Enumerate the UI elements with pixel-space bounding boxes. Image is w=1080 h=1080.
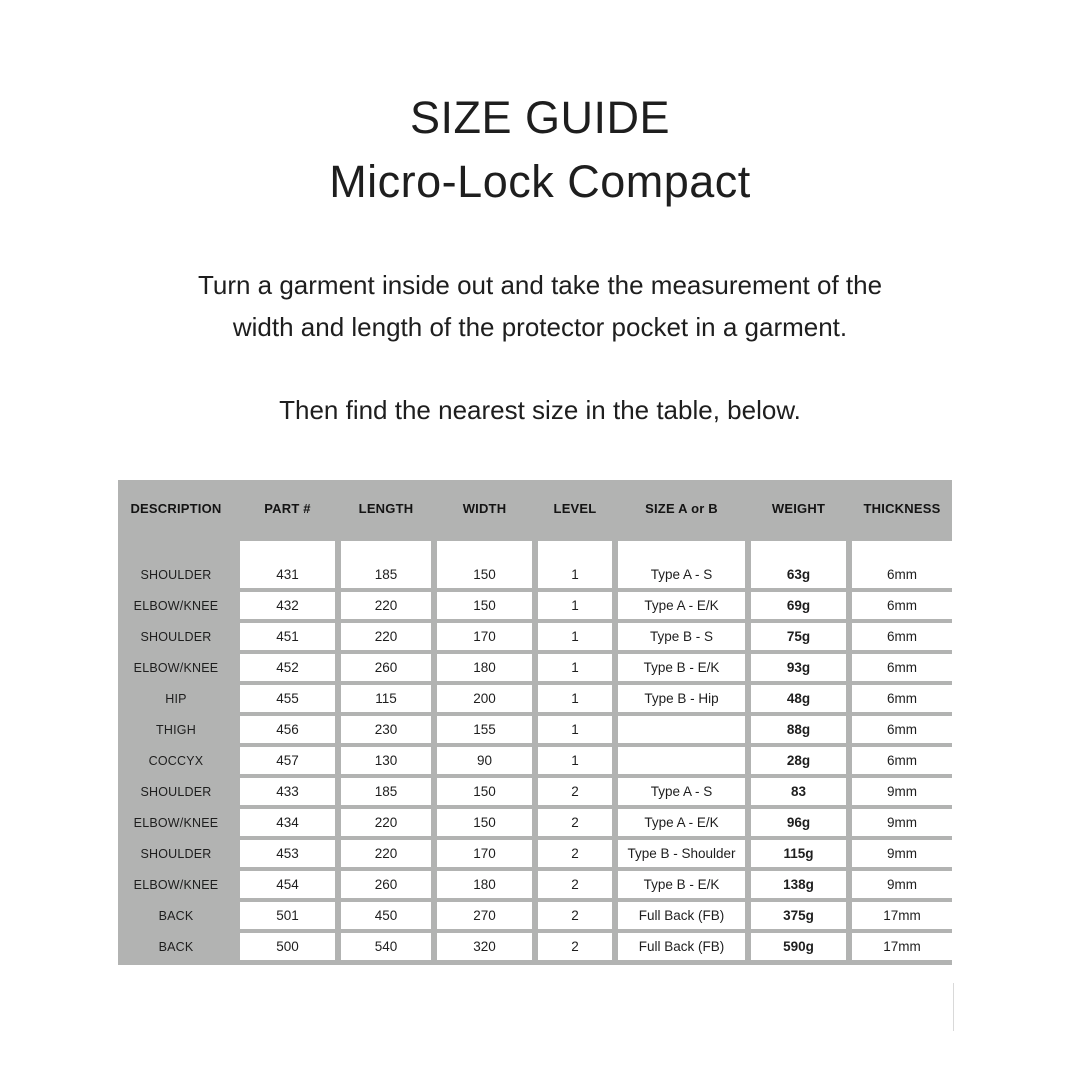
- table-cell: 155: [437, 716, 532, 743]
- table-cell: 150: [437, 809, 532, 836]
- table-cell: Type A - S: [618, 778, 745, 805]
- description-cell: SHOULDER: [140, 568, 212, 582]
- table-cell: 1: [538, 592, 612, 619]
- page-edge-artifact-line: [953, 983, 954, 1031]
- table-cell: 1: [538, 747, 612, 774]
- column-header-thickness: THICKNESS: [863, 501, 941, 516]
- column-header-part: PART #: [264, 501, 311, 516]
- table-cell: Type A - E/K: [618, 809, 745, 836]
- column-header-width: WIDTH: [462, 501, 507, 516]
- table-cell: Full Back (FB): [618, 933, 745, 960]
- table-cell: 431: [240, 541, 335, 588]
- page-title: [0, 86, 1080, 214]
- table-cell: 433: [240, 778, 335, 805]
- table-cell: 170: [437, 840, 532, 867]
- table-cell: 75g: [751, 623, 846, 650]
- table-cell: 9mm: [852, 840, 952, 867]
- table-cell: 434: [240, 809, 335, 836]
- table-cell: 457: [240, 747, 335, 774]
- page-title-line1: SIZE GUIDE: [409, 92, 671, 143]
- description-cell: BACK: [158, 939, 194, 954]
- description-cell: ELBOW/KNEE: [133, 877, 219, 892]
- table-cell: 170: [437, 623, 532, 650]
- table-cell: 150: [437, 778, 532, 805]
- table-cell: 6mm: [852, 623, 952, 650]
- table-cell: 540: [341, 933, 431, 960]
- description-cell: BACK: [158, 908, 194, 923]
- table-cell: Type B - E/K: [618, 871, 745, 898]
- table-cell: 6mm: [852, 685, 952, 712]
- table-cell: 9mm: [852, 778, 952, 805]
- table-cell: 1: [538, 541, 612, 588]
- table-cell: 320: [437, 933, 532, 960]
- table-cell: 220: [341, 592, 431, 619]
- table-cell: 9mm: [852, 871, 952, 898]
- table-cell: Type B - Hip: [618, 685, 745, 712]
- table-cell: 17mm: [852, 902, 952, 929]
- table-cell: 455: [240, 685, 335, 712]
- table-cell: 88g: [751, 716, 846, 743]
- table-cell: [618, 716, 745, 743]
- table-cell: 2: [538, 778, 612, 805]
- table-cell: 115g: [751, 840, 846, 867]
- table-cell: 115: [341, 685, 431, 712]
- description-cell: SHOULDER: [140, 846, 212, 861]
- table-cell: 1: [538, 654, 612, 681]
- table-cell: 83: [751, 778, 846, 805]
- table-cell: 375g: [751, 902, 846, 929]
- instructions-paragraph: [0, 264, 1080, 348]
- description-cell: COCCYX: [148, 753, 204, 768]
- table-cell: 500: [240, 933, 335, 960]
- table-cell: 9mm: [852, 809, 952, 836]
- table-cell: 185: [341, 778, 431, 805]
- table-cell: 452: [240, 654, 335, 681]
- description-cell: SHOULDER: [140, 784, 212, 799]
- table-cell: 200: [437, 685, 532, 712]
- table-cell: 96g: [751, 809, 846, 836]
- size-table: [118, 480, 952, 965]
- description-cell: THIGH: [156, 722, 196, 737]
- table-cell: 2: [538, 902, 612, 929]
- table-cell: 1: [538, 685, 612, 712]
- table-cell: 130: [341, 747, 431, 774]
- table-cell: 90: [437, 747, 532, 774]
- table-cell: 2: [538, 840, 612, 867]
- table-cell: 28g: [751, 747, 846, 774]
- instructions-line1: Turn a garment inside out and take the measurement of the: [197, 270, 883, 300]
- description-cell: HIP: [165, 691, 187, 706]
- table-cell: 180: [437, 654, 532, 681]
- table-cell: 2: [538, 933, 612, 960]
- table-cell: 6mm: [852, 654, 952, 681]
- table-cell: 220: [341, 809, 431, 836]
- table-cell: 69g: [751, 592, 846, 619]
- table-cell: 6mm: [852, 716, 952, 743]
- table-cell: Type B - S: [618, 623, 745, 650]
- table-cell: Type A - E/K: [618, 592, 745, 619]
- table-cell: Type A - S: [618, 541, 745, 588]
- table-cell: 63g: [751, 541, 846, 588]
- column-header-weight: WEIGHT: [771, 501, 826, 516]
- table-cell: 6mm: [852, 592, 952, 619]
- table-cell: 451: [240, 623, 335, 650]
- table-cell: 220: [341, 840, 431, 867]
- table-cell: 453: [240, 840, 335, 867]
- table-cell: 48g: [751, 685, 846, 712]
- table-cell: 2: [538, 871, 612, 898]
- table-cell: 138g: [751, 871, 846, 898]
- table-cell: 220: [341, 623, 431, 650]
- table-cell: Type B - Shoulder: [618, 840, 745, 867]
- table-cell: 6mm: [852, 541, 952, 588]
- table-cell: 450: [341, 902, 431, 929]
- table-cell: 501: [240, 902, 335, 929]
- table-cell: 590g: [751, 933, 846, 960]
- page-title-line2: Micro-Lock Compact: [329, 156, 751, 207]
- table-cell: 180: [437, 871, 532, 898]
- table-cell: 2: [538, 809, 612, 836]
- table-cell: Type B - E/K: [618, 654, 745, 681]
- table-cell: 270: [437, 902, 532, 929]
- table-cell: 260: [341, 654, 431, 681]
- table-cell: 93g: [751, 654, 846, 681]
- table-cell: 1: [538, 716, 612, 743]
- table-cell: 260: [341, 871, 431, 898]
- description-cell: ELBOW/KNEE: [133, 598, 219, 613]
- table-cell: 150: [437, 541, 532, 588]
- table-cell: 6mm: [852, 747, 952, 774]
- column-header-description: DESCRIPTION: [130, 501, 222, 516]
- table-cell: 185: [341, 541, 431, 588]
- description-cell: ELBOW/KNEE: [133, 815, 219, 830]
- table-cell: Full Back (FB): [618, 902, 745, 929]
- table-cell: 432: [240, 592, 335, 619]
- table-cell: [618, 747, 745, 774]
- table-cell: 230: [341, 716, 431, 743]
- description-cell: ELBOW/KNEE: [133, 660, 219, 675]
- column-header-size-a-or-b: SIZE A or B: [645, 501, 718, 516]
- column-header-length: LENGTH: [358, 501, 414, 516]
- table-cell: 454: [240, 871, 335, 898]
- description-cell: SHOULDER: [140, 629, 212, 644]
- column-header-level: LEVEL: [553, 501, 597, 516]
- table-cell: 17mm: [852, 933, 952, 960]
- instructions-find-size: Then find the nearest size in the table, below.: [279, 395, 801, 425]
- table-cell: 1: [538, 623, 612, 650]
- table-cell: 456: [240, 716, 335, 743]
- table-cell: 150: [437, 592, 532, 619]
- instructions-line2: width and length of the protector pocket in a garment.: [232, 312, 848, 342]
